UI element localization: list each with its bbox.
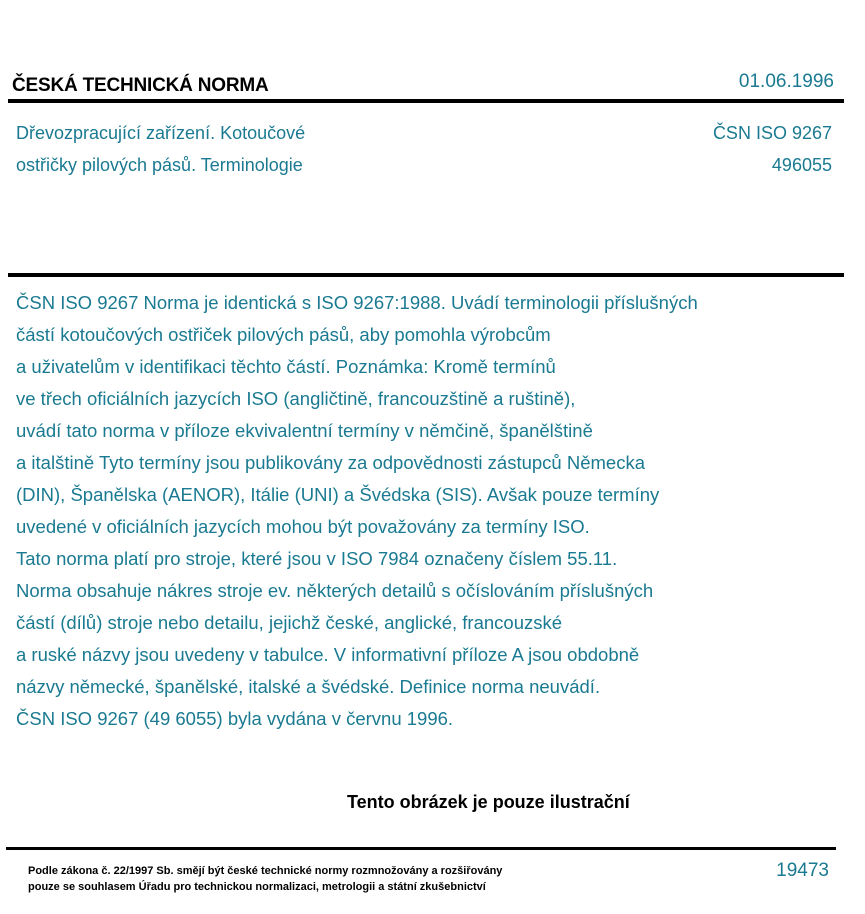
abstract-line: a ruské názvy jsou uvedeny v tabulce. V informativní příloze A jsou obdobně xyxy=(16,644,640,665)
abstract-line: a uživatelům v identifikaci těchto částí. Poznámka: Kromě termínů xyxy=(16,356,556,377)
document-type-title: ČESKÁ TECHNICKÁ NORMA xyxy=(12,75,269,96)
standard-name-line: Dřevozpracující zařízení. Kotoučové xyxy=(16,123,306,143)
abstract-line: uvedené v oficiálních jazycích mohou být považovány za termíny ISO. xyxy=(16,516,590,537)
abstract-line: ČSN ISO 9267 Norma je identická s ISO 9267:1988. Uvádí terminologii příslušných xyxy=(16,292,698,313)
legal-notice xyxy=(28,863,502,895)
abstract-line: částí (dílů) stroje nebo detailu, jejichž české, anglické, francouzské xyxy=(16,612,563,633)
abstract-line: ČSN ISO 9267 (49 6055) byla vydána v červnu 1996. xyxy=(16,708,454,729)
abstract-line: Tato norma platí pro stroje, které jsou v ISO 7984 označeny číslem 55.11. xyxy=(16,548,618,569)
standard-name-line: ostřičky pilových pásů. Terminologie xyxy=(16,155,303,175)
document-number: 19473 xyxy=(776,860,829,881)
abstract-line: ve třech oficiálních jazycích ISO (angličtině, francouzštině a ruštině), xyxy=(16,388,576,409)
abstract-line: Norma obsahuje nákres stroje ev. některých detailů s očíslováním příslušných xyxy=(16,580,654,601)
standard-name xyxy=(16,117,305,181)
legal-notice-line: pouze se souhlasem Úřadu pro technickou normalizaci, metrologii a státní zkušebnictví xyxy=(28,881,486,893)
abstract-line: a italštině Tyto termíny jsou publikovány za odpovědnosti zástupců Německa xyxy=(16,452,645,473)
legal-notice-line: Podle zákona č. 22/1997 Sb. smějí být české technické normy rozmnožovány a rozšiřovány xyxy=(28,865,503,877)
header-divider xyxy=(8,99,844,103)
standard-code: ČSN ISO 9267 xyxy=(712,123,832,143)
standard-identifiers xyxy=(713,117,832,181)
illustration-notice: Tento obrázek je pouze ilustrační xyxy=(347,792,630,812)
abstract-line: uvádí tato norma v příloze ekvivalentní termíny v němčině, španělštině xyxy=(16,420,593,441)
section-divider xyxy=(8,273,844,277)
abstract-line: (DIN), Španělska (AENOR), Itálie (UNI) a Švédska (SIS). Avšak pouze termíny xyxy=(16,484,660,505)
class-number: 496055 xyxy=(771,155,832,175)
publication-date: 01.06.1996 xyxy=(738,71,834,92)
footer-divider xyxy=(6,847,836,850)
abstract-text xyxy=(16,287,856,735)
abstract-line: částí kotoučových ostřiček pilových pásů, aby pomohla výrobcům xyxy=(16,324,551,345)
abstract-line: názvy německé, španělské, italské a švédské. Definice norma neuvádí. xyxy=(16,676,601,697)
